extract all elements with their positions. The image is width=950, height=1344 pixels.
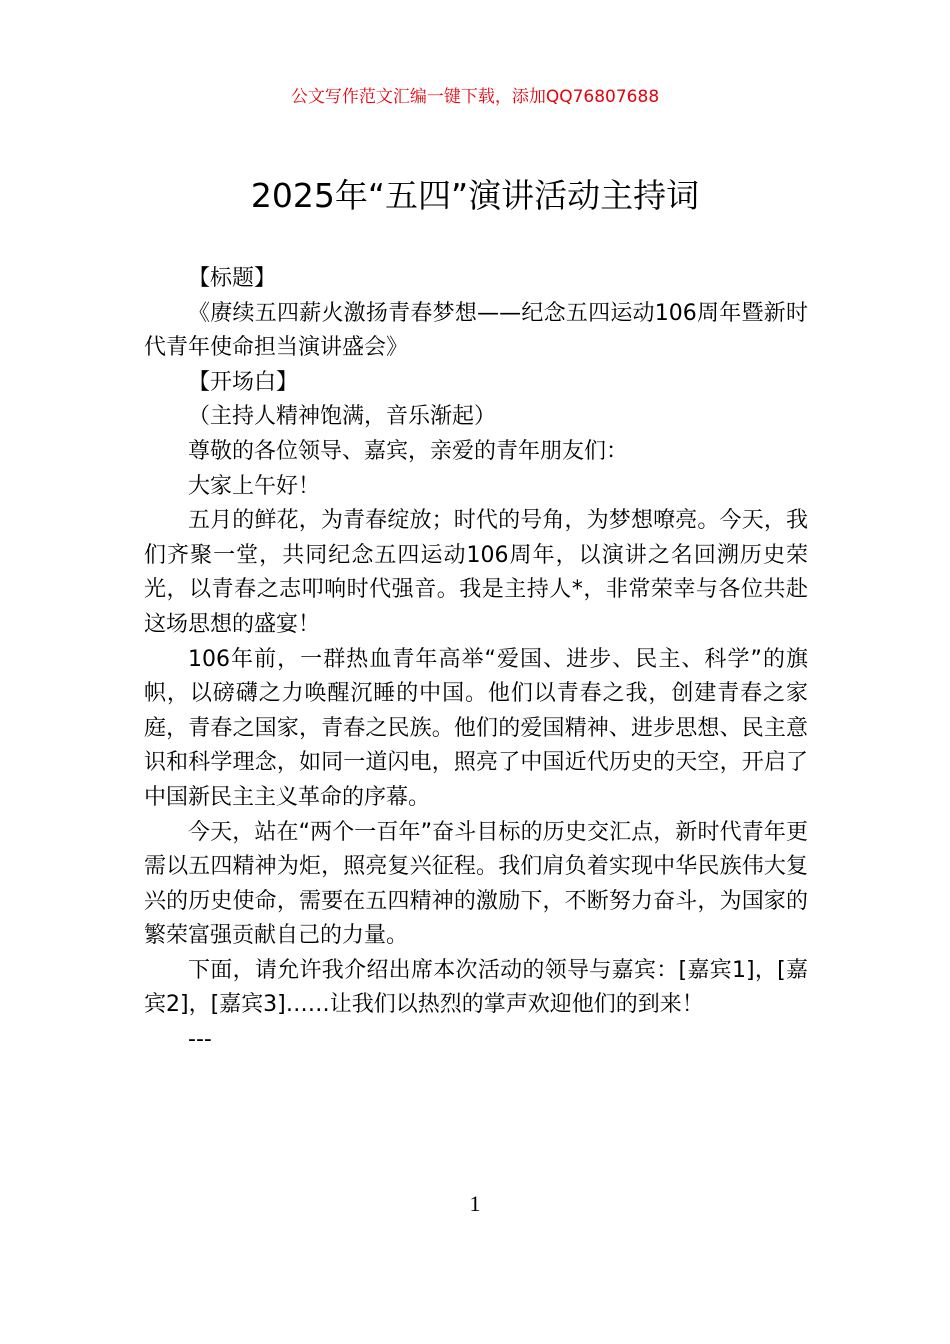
- salutation: 尊敬的各位领导、嘉宾，亲爱的青年朋友们：: [188, 438, 629, 464]
- document-title: 2025年“五四”演讲活动主持词: [250, 176, 700, 215]
- page-number: 1: [469, 1191, 481, 1216]
- body-paragraph: 106年前，一群热血青年高举“爱国、进步、民主、科学”的旗帜，以磅礴之力唤醒沉睡的中国。他们以青春之我，创建青春之家庭，青春之国家，青春之民族。他们的爱国精神、进步思想、民主意识和科学理念，如同一道闪电，照亮了中国近代历史的天空，开启了中国新民主主义革命的序幕。: [144, 646, 808, 810]
- document-body: [144, 262, 808, 1058]
- event-title-paragraph: 《赓续五四薪火激扬青春梦想——纪念五四运动106周年暨新时代青年使命担当演讲盛会》: [144, 300, 808, 361]
- section-heading-opening: 【开场白】: [188, 369, 299, 395]
- greeting: 大家上午好！: [188, 473, 321, 499]
- section-divider: ---: [188, 1027, 212, 1053]
- body-paragraph: 今天，站在“两个一百年”奋斗目标的历史交汇点，新时代青年更需以五四精神为炬，照亮复兴征程。我们肩负着实现中华民族伟大复兴的历史使命，需要在五四精神的激励下，不断努力奋斗，为国家的繁荣富强贡献自己的力量。: [144, 819, 808, 949]
- body-paragraph: 五月的鲜花，为青春绽放；时代的号角，为梦想嘹亮。今天，我们齐聚一堂，共同纪念五四运动106周年，以演讲之名回溯历史荣光，以青春之志叩响时代强音。我是主持人*，非常荣幸与各位共赴这场思想的盛宴！: [144, 508, 808, 637]
- section-heading-title: 【标题】: [188, 266, 277, 291]
- download-banner: 公文写作范文汇编一键下载，添加QQ76807688: [290, 87, 660, 107]
- body-paragraph: 下面，请允许我介绍出席本次活动的领导与嘉宾：[嘉宾1]，[嘉宾2]，[嘉宾3]……让我们以热烈的掌声欢迎他们的到来！: [144, 957, 808, 1018]
- stage-direction: （主持人精神饱满，音乐渐起）: [188, 404, 497, 430]
